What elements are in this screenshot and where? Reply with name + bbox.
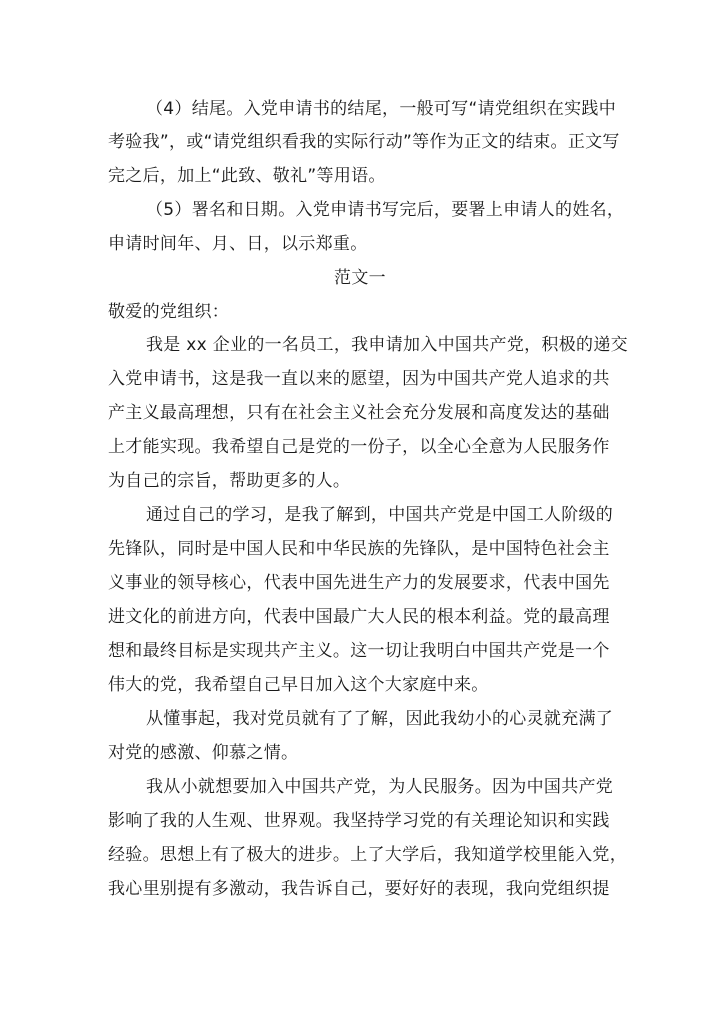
text-line: 从懂事起，我对党员就有了了解，因此我幼小的心灵就充满了 <box>146 709 614 729</box>
text-line: 对党的感激、仰慕之情。 <box>108 743 299 763</box>
text-line: 我是 xx 企业的一名员工，我申请加入中国共产党，积极的递交 <box>146 335 628 355</box>
text-line: 我从小就想要加入中国共产党，为人民服务。因为中国共产党 <box>146 777 614 797</box>
text-line: 入党申请书，这是我一直以来的愿望，因为中国共产党人追求的共 <box>108 369 610 389</box>
text-line: 申请时间年、月、日，以示郑重。 <box>108 234 368 254</box>
text-line: 完之后，加上“此致、敬礼”等用语。 <box>108 166 386 186</box>
text-line: 伟大的党，我希望自己早日加入这个大家庭中来。 <box>108 675 489 695</box>
text-line: 影响了我的人生观、世界观。我坚持学习党的有关理论知识和实践 <box>108 811 610 831</box>
text-line: 先锋队，同时是中国人民和中华民族的先锋队，是中国特色社会主 <box>108 539 610 559</box>
text-line: 我心里别提有多激动，我告诉自己，要好好的表现，我向党组织提 <box>108 879 610 899</box>
salutation: 敬爱的党组织： <box>108 302 230 322</box>
text-line: （5）署名和日期。入党申请书写完后，要署上申请人的姓名， <box>146 200 625 220</box>
text-line: 经验。思想上有了极大的进步。上了大学后，我知道学校里能入党， <box>108 845 627 865</box>
text-line: 进文化的前进方向，代表中国最广大人民的根本利益。党的最高理 <box>108 607 610 627</box>
text-line: 产主义最高理想，只有在社会主义社会充分发展和高度发达的基础 <box>108 403 610 423</box>
section-title: 范文一 <box>334 268 386 288</box>
text-line: 上才能实现。我希望自己是党的一份子，以全心全意为人民服务作 <box>108 437 610 457</box>
text-line: 义事业的领导核心，代表中国先进生产力的发展要求，代表中国先 <box>108 573 610 593</box>
text-line: 考验我”，或“请党组织看我的实际行动”等作为正文的结束。正文写 <box>108 132 620 152</box>
text-line: 为自己的宗旨，帮助更多的人。 <box>108 471 351 491</box>
text-line: （4）结尾。入党申请书的结尾，一般可写“请党组织在实践中 <box>146 99 617 119</box>
text-line: 想和最终目标是实现共产主义。这一切让我明白中国共产党是一个 <box>108 641 610 661</box>
text-line: 通过自己的学习，是我了解到，中国共产党是中国工人阶级的 <box>146 505 614 525</box>
